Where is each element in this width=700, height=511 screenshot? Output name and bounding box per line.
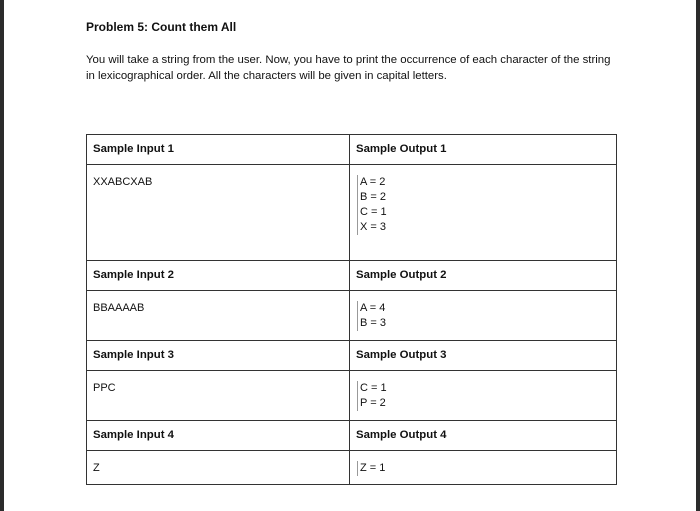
sample-input-cell: XXABCXAB xyxy=(87,165,350,261)
sample-output-cell xyxy=(350,371,617,421)
sample-output-cell xyxy=(350,165,617,261)
table-row xyxy=(87,261,617,291)
table-row xyxy=(87,291,617,341)
table-row xyxy=(87,165,617,261)
problem-description: You will take a string from the user. Now, you have to print the occurrence of each character of the string in lexicographical order. All the characters will be given in capital letters. xyxy=(86,54,611,82)
table-row xyxy=(87,341,617,371)
problem-title: Problem 5: Count them All xyxy=(86,20,237,34)
output-line: C = 1 xyxy=(360,206,387,218)
output-line: B = 2 xyxy=(360,191,386,203)
table-row xyxy=(87,135,617,165)
right-edge-border xyxy=(696,0,700,511)
sample-input-cell: BBAAAAB xyxy=(87,291,350,341)
output-line: P = 2 xyxy=(360,397,386,409)
sample-input-header: Sample Input 3 xyxy=(87,341,350,371)
output-line: A = 2 xyxy=(360,176,386,188)
table-row xyxy=(87,371,617,421)
sample-output-header: Sample Output 1 xyxy=(350,135,617,165)
left-edge-border xyxy=(0,0,4,511)
output-line: C = 1 xyxy=(360,382,387,394)
samples-table xyxy=(86,134,617,485)
sample-input-header: Sample Input 1 xyxy=(87,135,350,165)
sample-input-header: Sample Input 4 xyxy=(87,421,350,451)
sample-input-cell: Z xyxy=(87,451,350,485)
sample-input-header: Sample Input 2 xyxy=(87,261,350,291)
sample-output-header: Sample Output 2 xyxy=(350,261,617,291)
sample-output-header: Sample Output 4 xyxy=(350,421,617,451)
output-line: X = 3 xyxy=(360,221,386,233)
table-row xyxy=(87,451,617,485)
sample-output-header: Sample Output 3 xyxy=(350,341,617,371)
sample-output-cell xyxy=(350,291,617,341)
sample-input-cell: PPC xyxy=(87,371,350,421)
output-line: A = 4 xyxy=(360,302,386,314)
output-line: B = 3 xyxy=(360,317,386,329)
output-line: Z = 1 xyxy=(360,462,386,474)
sample-output-cell xyxy=(350,451,617,485)
table-row xyxy=(87,421,617,451)
